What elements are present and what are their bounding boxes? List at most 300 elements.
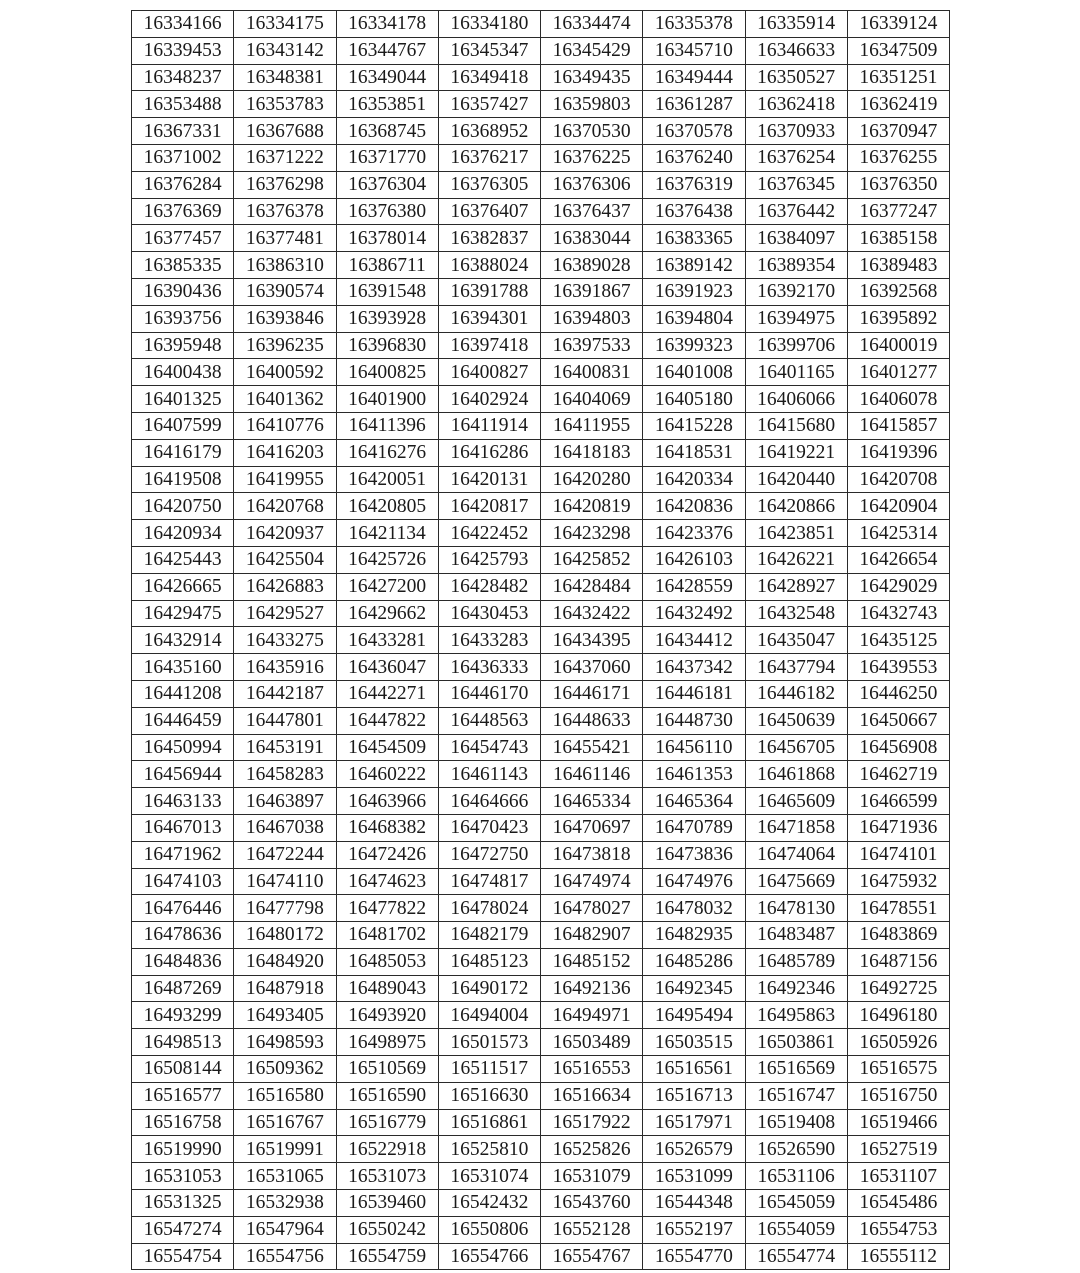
table-cell: 16474101 [847, 841, 949, 868]
table-cell: 16423851 [745, 520, 847, 547]
table-cell: 16334178 [336, 11, 438, 38]
table-cell: 16397533 [541, 332, 643, 359]
table-cell: 16495494 [643, 1002, 745, 1029]
table-cell: 16496180 [847, 1002, 949, 1029]
table-cell: 16505926 [847, 1029, 949, 1056]
table-cell: 16423298 [541, 520, 643, 547]
table-row [132, 707, 950, 734]
table-cell: 16433281 [336, 627, 438, 654]
table-cell: 16545486 [847, 1190, 949, 1217]
table-cell: 16396830 [336, 332, 438, 359]
table-cell: 16542432 [438, 1190, 540, 1217]
table-cell: 16393756 [132, 305, 234, 332]
table-cell: 16427200 [336, 573, 438, 600]
table-cell: 16517971 [643, 1109, 745, 1136]
table-cell: 16422452 [438, 520, 540, 547]
table-cell: 16371770 [336, 144, 438, 171]
table-row [132, 171, 950, 198]
table-cell: 16420708 [847, 466, 949, 493]
table-cell: 16425793 [438, 546, 540, 573]
table-cell: 16420334 [643, 466, 745, 493]
table-cell: 16383044 [541, 225, 643, 252]
table-cell: 16456908 [847, 734, 949, 761]
table-cell: 16437342 [643, 654, 745, 681]
table-cell: 16554759 [336, 1243, 438, 1270]
table-cell: 16475669 [745, 868, 847, 895]
table-cell: 16525826 [541, 1136, 643, 1163]
table-cell: 16472244 [234, 841, 336, 868]
table-cell: 16470789 [643, 814, 745, 841]
table-cell: 16519466 [847, 1109, 949, 1136]
table-cell: 16376345 [745, 171, 847, 198]
table-cell: 16508144 [132, 1056, 234, 1083]
table-row [132, 278, 950, 305]
table-cell: 16485152 [541, 948, 643, 975]
table-cell: 16526579 [643, 1136, 745, 1163]
table-cell: 16391923 [643, 278, 745, 305]
table-cell: 16429029 [847, 573, 949, 600]
table-cell: 16429662 [336, 600, 438, 627]
table-row [132, 734, 950, 761]
table-cell: 16485286 [643, 948, 745, 975]
table-row [132, 412, 950, 439]
table-cell: 16450639 [745, 707, 847, 734]
table-cell: 16465609 [745, 788, 847, 815]
table-cell: 16552197 [643, 1216, 745, 1243]
table-cell: 16487156 [847, 948, 949, 975]
table-cell: 16473836 [643, 841, 745, 868]
table-cell: 16395892 [847, 305, 949, 332]
table-cell: 16527519 [847, 1136, 949, 1163]
table-cell: 16463133 [132, 788, 234, 815]
table-cell: 16411955 [541, 412, 643, 439]
table-cell: 16383365 [643, 225, 745, 252]
table-cell: 16446250 [847, 680, 949, 707]
table-cell: 16429527 [234, 600, 336, 627]
table-row [132, 37, 950, 64]
table-cell: 16359803 [541, 91, 643, 118]
table-cell: 16478024 [438, 895, 540, 922]
table-cell: 16425504 [234, 546, 336, 573]
table-cell: 16425852 [541, 546, 643, 573]
table-cell: 16416286 [438, 439, 540, 466]
table-cell: 16385335 [132, 252, 234, 279]
table-cell: 16481702 [336, 922, 438, 949]
table-cell: 16531065 [234, 1163, 336, 1190]
table-cell: 16516580 [234, 1082, 336, 1109]
table-cell: 16386310 [234, 252, 336, 279]
table-cell: 16554754 [132, 1243, 234, 1270]
table-cell: 16456705 [745, 734, 847, 761]
table-cell: 16554766 [438, 1243, 540, 1270]
table-cell: 16485053 [336, 948, 438, 975]
table-cell: 16447822 [336, 707, 438, 734]
table-cell: 16446170 [438, 680, 540, 707]
table-cell: 16357427 [438, 91, 540, 118]
table-row [132, 520, 950, 547]
table-cell: 16436047 [336, 654, 438, 681]
table-cell: 16334474 [541, 11, 643, 38]
table-cell: 16477798 [234, 895, 336, 922]
table-cell: 16495863 [745, 1002, 847, 1029]
table-cell: 16461143 [438, 761, 540, 788]
table-cell: 16351251 [847, 64, 949, 91]
table-row [132, 922, 950, 949]
table-cell: 16406078 [847, 386, 949, 413]
table-cell: 16418183 [541, 439, 643, 466]
table-cell: 16460222 [336, 761, 438, 788]
table-cell: 16519991 [234, 1136, 336, 1163]
table-cell: 16376217 [438, 144, 540, 171]
table-cell: 16462719 [847, 761, 949, 788]
table-cell: 16550806 [438, 1216, 540, 1243]
table-cell: 16466599 [847, 788, 949, 815]
table-cell: 16435160 [132, 654, 234, 681]
table-cell: 16385158 [847, 225, 949, 252]
table-cell: 16448730 [643, 707, 745, 734]
number-table-body [132, 11, 950, 1270]
table-cell: 16516767 [234, 1109, 336, 1136]
table-cell: 16376240 [643, 144, 745, 171]
table-cell: 16463897 [234, 788, 336, 815]
table-cell: 16503515 [643, 1029, 745, 1056]
table-cell: 16555112 [847, 1243, 949, 1270]
table-cell: 16492346 [745, 975, 847, 1002]
table-cell: 16339124 [847, 11, 949, 38]
table-cell: 16397418 [438, 332, 540, 359]
table-cell: 16415857 [847, 412, 949, 439]
table-cell: 16485789 [745, 948, 847, 975]
table-cell: 16447801 [234, 707, 336, 734]
table-cell: 16547274 [132, 1216, 234, 1243]
table-row [132, 546, 950, 573]
table-cell: 16346633 [745, 37, 847, 64]
table-cell: 16550242 [336, 1216, 438, 1243]
table-cell: 16554753 [847, 1216, 949, 1243]
table-cell: 16376369 [132, 198, 234, 225]
table-cell: 16456944 [132, 761, 234, 788]
table-cell: 16516779 [336, 1109, 438, 1136]
table-cell: 16370933 [745, 118, 847, 145]
table-row [132, 841, 950, 868]
table-cell: 16394301 [438, 305, 540, 332]
table-cell: 16376254 [745, 144, 847, 171]
table-cell: 16516577 [132, 1082, 234, 1109]
table-cell: 16421134 [336, 520, 438, 547]
table-cell: 16473818 [541, 841, 643, 868]
table-cell: 16482935 [643, 922, 745, 949]
table-cell: 16498513 [132, 1029, 234, 1056]
table-cell: 16386711 [336, 252, 438, 279]
table-cell: 16478032 [643, 895, 745, 922]
table-cell: 16400019 [847, 332, 949, 359]
table-cell: 16334180 [438, 11, 540, 38]
table-cell: 16474976 [643, 868, 745, 895]
table-cell: 16395948 [132, 332, 234, 359]
table-row [132, 439, 950, 466]
table-cell: 16547964 [234, 1216, 336, 1243]
table-cell: 16399323 [643, 332, 745, 359]
table-cell: 16465334 [541, 788, 643, 815]
table-cell: 16531325 [132, 1190, 234, 1217]
table-row [132, 948, 950, 975]
table-cell: 16345429 [541, 37, 643, 64]
table-cell: 16389028 [541, 252, 643, 279]
table-cell: 16493299 [132, 1002, 234, 1029]
table-cell: 16461353 [643, 761, 745, 788]
table-cell: 16376255 [847, 144, 949, 171]
table-row [132, 1082, 950, 1109]
table-cell: 16377481 [234, 225, 336, 252]
table-cell: 16501573 [438, 1029, 540, 1056]
table-cell: 16415680 [745, 412, 847, 439]
table-cell: 16367688 [234, 118, 336, 145]
table-cell: 16361287 [643, 91, 745, 118]
table-cell: 16384097 [745, 225, 847, 252]
table-cell: 16411914 [438, 412, 540, 439]
table-cell: 16470423 [438, 814, 540, 841]
table-cell: 16335378 [643, 11, 745, 38]
table-cell: 16489043 [336, 975, 438, 1002]
table-cell: 16458283 [234, 761, 336, 788]
table-cell: 16376378 [234, 198, 336, 225]
table-cell: 16420819 [541, 493, 643, 520]
table-cell: 16526590 [745, 1136, 847, 1163]
table-cell: 16433275 [234, 627, 336, 654]
table-cell: 16362418 [745, 91, 847, 118]
table-cell: 16472750 [438, 841, 540, 868]
table-cell: 16415228 [643, 412, 745, 439]
table-cell: 16401165 [745, 359, 847, 386]
table-cell: 16402924 [438, 386, 540, 413]
table-cell: 16376225 [541, 144, 643, 171]
table-row [132, 144, 950, 171]
table-cell: 16335914 [745, 11, 847, 38]
table-cell: 16554059 [745, 1216, 847, 1243]
table-cell: 16544348 [643, 1190, 745, 1217]
table-cell: 16370578 [643, 118, 745, 145]
table-cell: 16370947 [847, 118, 949, 145]
table-cell: 16426665 [132, 573, 234, 600]
table-cell: 16426883 [234, 573, 336, 600]
table-cell: 16472426 [336, 841, 438, 868]
table-cell: 16349418 [438, 64, 540, 91]
table-cell: 16554756 [234, 1243, 336, 1270]
table-cell: 16425443 [132, 546, 234, 573]
table-row [132, 654, 950, 681]
table-cell: 16493405 [234, 1002, 336, 1029]
table-cell: 16426654 [847, 546, 949, 573]
table-cell: 16461868 [745, 761, 847, 788]
table-cell: 16494971 [541, 1002, 643, 1029]
table-cell: 16434395 [541, 627, 643, 654]
table-cell: 16552128 [541, 1216, 643, 1243]
table-cell: 16435047 [745, 627, 847, 654]
table-row [132, 91, 950, 118]
table-row [132, 1190, 950, 1217]
table-cell: 16442271 [336, 680, 438, 707]
table-cell: 16376304 [336, 171, 438, 198]
table-cell: 16344767 [336, 37, 438, 64]
table-cell: 16516553 [541, 1056, 643, 1083]
table-row [132, 1002, 950, 1029]
table-row [132, 1029, 950, 1056]
table-cell: 16376319 [643, 171, 745, 198]
table-row [132, 975, 950, 1002]
table-cell: 16464666 [438, 788, 540, 815]
table-cell: 16394804 [643, 305, 745, 332]
table-cell: 16484836 [132, 948, 234, 975]
table-cell: 16487918 [234, 975, 336, 1002]
table-cell: 16450667 [847, 707, 949, 734]
table-cell: 16371002 [132, 144, 234, 171]
table-cell: 16519990 [132, 1136, 234, 1163]
table-cell: 16419221 [745, 439, 847, 466]
table-cell: 16494004 [438, 1002, 540, 1029]
table-cell: 16531107 [847, 1163, 949, 1190]
table-row [132, 573, 950, 600]
table-cell: 16503861 [745, 1029, 847, 1056]
table-cell: 16377247 [847, 198, 949, 225]
table-cell: 16401008 [643, 359, 745, 386]
table-cell: 16532938 [234, 1190, 336, 1217]
table-cell: 16442187 [234, 680, 336, 707]
table-row [132, 198, 950, 225]
table-cell: 16334175 [234, 11, 336, 38]
table-cell: 16531079 [541, 1163, 643, 1190]
table-cell: 16516630 [438, 1082, 540, 1109]
table-cell: 16516747 [745, 1082, 847, 1109]
table-cell: 16349044 [336, 64, 438, 91]
table-cell: 16401277 [847, 359, 949, 386]
table-cell: 16467013 [132, 814, 234, 841]
table-cell: 16376306 [541, 171, 643, 198]
table-cell: 16400827 [438, 359, 540, 386]
table-cell: 16420836 [643, 493, 745, 520]
table-cell: 16345347 [438, 37, 540, 64]
table-cell: 16516758 [132, 1109, 234, 1136]
table-cell: 16349444 [643, 64, 745, 91]
table-row [132, 895, 950, 922]
table-cell: 16482179 [438, 922, 540, 949]
table-cell: 16474623 [336, 868, 438, 895]
table-cell: 16391548 [336, 278, 438, 305]
table-cell: 16476446 [132, 895, 234, 922]
number-table [131, 10, 950, 1270]
table-cell: 16471962 [132, 841, 234, 868]
table-cell: 16389354 [745, 252, 847, 279]
table-cell: 16407599 [132, 412, 234, 439]
table-row [132, 64, 950, 91]
table-cell: 16516590 [336, 1082, 438, 1109]
table-cell: 16446182 [745, 680, 847, 707]
table-cell: 16446181 [643, 680, 745, 707]
table-cell: 16420440 [745, 466, 847, 493]
table-cell: 16531074 [438, 1163, 540, 1190]
table-cell: 16420051 [336, 466, 438, 493]
table-cell: 16418531 [643, 439, 745, 466]
table-cell: 16493920 [336, 1002, 438, 1029]
table-cell: 16392170 [745, 278, 847, 305]
table-cell: 16348237 [132, 64, 234, 91]
table-cell: 16400592 [234, 359, 336, 386]
table-cell: 16420937 [234, 520, 336, 547]
table-cell: 16425314 [847, 520, 949, 547]
table-row [132, 252, 950, 279]
table-row [132, 1056, 950, 1083]
table-cell: 16399706 [745, 332, 847, 359]
table-row [132, 788, 950, 815]
table-cell: 16474103 [132, 868, 234, 895]
table-cell: 16478551 [847, 895, 949, 922]
table-cell: 16474110 [234, 868, 336, 895]
table-cell: 16474974 [541, 868, 643, 895]
table-cell: 16433283 [438, 627, 540, 654]
table-cell: 16429475 [132, 600, 234, 627]
table-cell: 16400831 [541, 359, 643, 386]
table-cell: 16420280 [541, 466, 643, 493]
table-cell: 16400438 [132, 359, 234, 386]
table-cell: 16420934 [132, 520, 234, 547]
table-cell: 16516713 [643, 1082, 745, 1109]
table-cell: 16334166 [132, 11, 234, 38]
table-cell: 16382837 [438, 225, 540, 252]
table-row [132, 305, 950, 332]
table-cell: 16461146 [541, 761, 643, 788]
table-cell: 16456110 [643, 734, 745, 761]
table-cell: 16437794 [745, 654, 847, 681]
table-cell: 16425726 [336, 546, 438, 573]
table-cell: 16376298 [234, 171, 336, 198]
table-row [132, 493, 950, 520]
table-cell: 16347509 [847, 37, 949, 64]
table-row [132, 814, 950, 841]
table-cell: 16477822 [336, 895, 438, 922]
table-cell: 16430453 [438, 600, 540, 627]
table-cell: 16428559 [643, 573, 745, 600]
table-cell: 16428927 [745, 573, 847, 600]
table-cell: 16471858 [745, 814, 847, 841]
table-cell: 16376407 [438, 198, 540, 225]
table-row [132, 1109, 950, 1136]
table-cell: 16470697 [541, 814, 643, 841]
table-cell: 16509362 [234, 1056, 336, 1083]
table-cell: 16432422 [541, 600, 643, 627]
table-cell: 16517922 [541, 1109, 643, 1136]
table-cell: 16503489 [541, 1029, 643, 1056]
table-cell: 16419955 [234, 466, 336, 493]
table-cell: 16420131 [438, 466, 540, 493]
table-cell: 16420817 [438, 493, 540, 520]
table-cell: 16410776 [234, 412, 336, 439]
table-cell: 16485123 [438, 948, 540, 975]
table-cell: 16416179 [132, 439, 234, 466]
table-cell: 16435125 [847, 627, 949, 654]
table-cell: 16406066 [745, 386, 847, 413]
table-cell: 16478027 [541, 895, 643, 922]
table-cell: 16362419 [847, 91, 949, 118]
table-cell: 16465364 [643, 788, 745, 815]
table-cell: 16531099 [643, 1163, 745, 1190]
table-cell: 16391867 [541, 278, 643, 305]
table-cell: 16545059 [745, 1190, 847, 1217]
table-cell: 16411396 [336, 412, 438, 439]
table-cell: 16474817 [438, 868, 540, 895]
table-cell: 16400825 [336, 359, 438, 386]
table-cell: 16487269 [132, 975, 234, 1002]
table-cell: 16367331 [132, 118, 234, 145]
table-cell: 16446459 [132, 707, 234, 734]
